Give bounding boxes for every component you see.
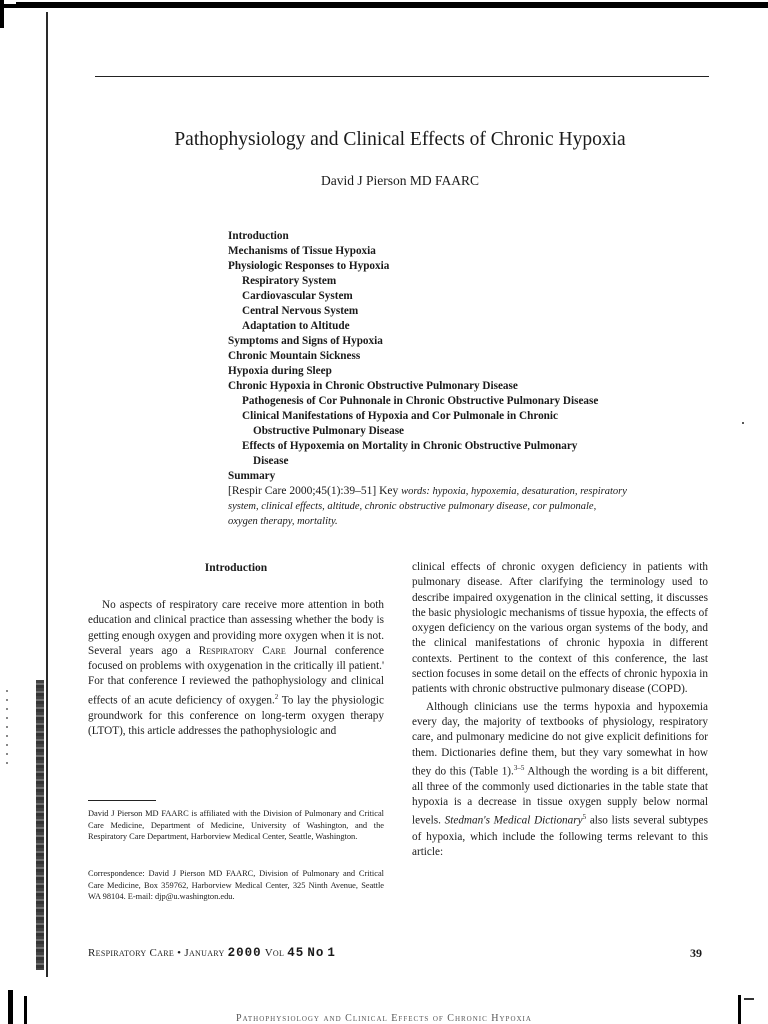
reference-mark: 3–5	[513, 763, 525, 772]
toc-item: Chronic Hypoxia in Chronic Obstructive Pulmonary Disease	[228, 380, 518, 392]
citation: [Respir Care 2000;45(1):39–51] Key	[228, 485, 399, 497]
table-of-contents	[228, 229, 628, 484]
article-author: David J Pierson MD FAARC	[320, 173, 479, 188]
footer-volume: 45	[287, 946, 305, 960]
body-paragraph: Although clinicians use the terms hypoxia and hypoxemia every day, the majority of textbooks of physiology, respiratory care, and pulmonary medicine do not give explicit definitions for them. Dictionaries define them, but they vary somewhat in how they do this (Table 1).$^{3-5}$ Although the wording is a bit different, all three of the commonly used dictionaries in the table state that hypoxia is a decrease in tissue oxygen supply below normal levels. Stedman's Medical Dictionary$^5$ also lists several subtypes of hypoxia, which include the following terms relevant to this article:	[412, 700, 709, 858]
scan-edge-bar	[16, 2, 768, 8]
footer-vol-label: Vol	[264, 947, 285, 959]
dictionary-name: Stedman's Medical Dictionary	[444, 815, 583, 828]
right-column	[412, 560, 708, 860]
toc-item: Mechanisms of Tissue Hypoxia	[228, 245, 376, 257]
scan-speck	[742, 422, 744, 424]
toc-subitem: Pathogenesis of Cor Puhnonale in Chronic Obstructive Pulmonary Disease	[242, 395, 599, 407]
binding-spine-shadow	[36, 680, 44, 970]
toc-item: Hypoxia during Sleep	[228, 365, 332, 377]
next-page-running-header: Pathophysiology and Clinical Effects of Chronic Hypoxia	[236, 1013, 532, 1024]
section-heading-introduction: Introduction	[204, 562, 268, 574]
running-footer	[88, 946, 336, 960]
footer-year: 2000	[227, 946, 262, 960]
binding-dots	[6, 690, 8, 770]
body-paragraph: clinical effects of chronic oxygen deficiency in patients with pulmonary disease. After clarifying the terminology used to describe impaired oxygenation in the clinical setting, it discusses the basic physiologic mechanisms of tissue hypoxia, the effects of oxygen deficiency on the various organ systems of the body, and the clinical manifestations of chronic hypoxia in different contexts. Pertinent to the context of this conference, the last section focuses in some detail on the effects of chronic hypoxia in patients with chronic obstructive pulmonary disease (COPD).	[412, 561, 708, 696]
toc-item: Symptoms and Signs of Hypoxia	[228, 335, 383, 347]
footer-issue: 1	[327, 946, 336, 960]
toc-subitem: Clinical Manifestations of Hypoxia and Cor Pulmonale in Chronic	[242, 410, 558, 422]
toc-subitem-continued: Disease	[253, 455, 289, 467]
article-title: Pathophysiology and Clinical Effects of Chronic Hypoxia	[174, 129, 626, 150]
binding-spine-line	[46, 12, 48, 977]
footer-no-label: No	[307, 946, 325, 960]
toc-subitem-continued: Obstructive Pulmonary Disease	[253, 425, 405, 437]
toc-subitem: Respiratory System	[242, 275, 337, 287]
journal-name: Respiratory Care	[198, 644, 286, 657]
footer-separator: •	[177, 947, 182, 959]
footnote-correspondence: Correspondence: David J Pierson MD FAARC, Division of Pulmonary and Critical Care Medicine, Box 359762, Harborview Medical Center, 325 Ninth Avenue, Seattle WA 98104. E-mail: djp@u.washington.edu.	[88, 869, 384, 902]
body-paragraph: No aspects of respiratory care receive more attention in both education and clinical practice than assessing whether the body is getting enough oxygen and providing more oxygen when it is not. Several years ago a Respiratory Care Journal conference focused on problems with oxygenation in the critically ill patient.' For that conference I reviewed the pathophysiology and clinical effects of an acute deficiency of oxygen.$^2$ To lay the physiologic groundwork for this conference on long-term oxygen therapy (LTOT), this article addresses the pathophysiologic and	[88, 599, 384, 738]
keywords-block	[228, 484, 628, 529]
toc-item: Introduction	[228, 230, 289, 242]
toc-subitem: Effects of Hypoxemia on Mortality in Chronic Obstructive Pulmonary	[242, 440, 578, 452]
footer-journal: Respiratory Care	[88, 947, 175, 959]
toc-item: Chronic Mountain Sickness	[228, 350, 361, 362]
toc-item: Summary	[228, 470, 276, 482]
keyword-list: words: hypoxia, hypoxemia, desaturation, respiratory system, clinical effects, altitude, chronic obstructive pulmonary disease, cor pulmonale, oxygen therapy, mortality.	[228, 486, 627, 527]
footer-month: January	[184, 947, 225, 959]
toc-subitem: Adaptation to Altitude	[242, 320, 350, 332]
toc-item: Physiologic Responses to Hypoxia	[228, 260, 390, 272]
page-number: 39	[690, 946, 702, 960]
scan-corner-mark	[744, 998, 754, 1000]
reference-mark: 2	[274, 692, 279, 701]
scan-edge-mark	[0, 0, 4, 28]
toc-subitem: Central Nervous System	[242, 305, 359, 317]
header-rule	[95, 76, 709, 77]
toc-subitem: Cardiovascular System	[242, 290, 353, 302]
reference-mark: 5	[582, 813, 587, 822]
footnote-affiliation: David J Pierson MD FAARC is affiliated with the Division of Pulmonary and Critical Care Medicine, Department of Medicine, University of Washington, and the Respiratory Care Department, Harborview Medical Center, Seattle, Washington.	[88, 809, 384, 842]
footnote-rule	[88, 800, 156, 801]
left-column	[88, 560, 384, 739]
